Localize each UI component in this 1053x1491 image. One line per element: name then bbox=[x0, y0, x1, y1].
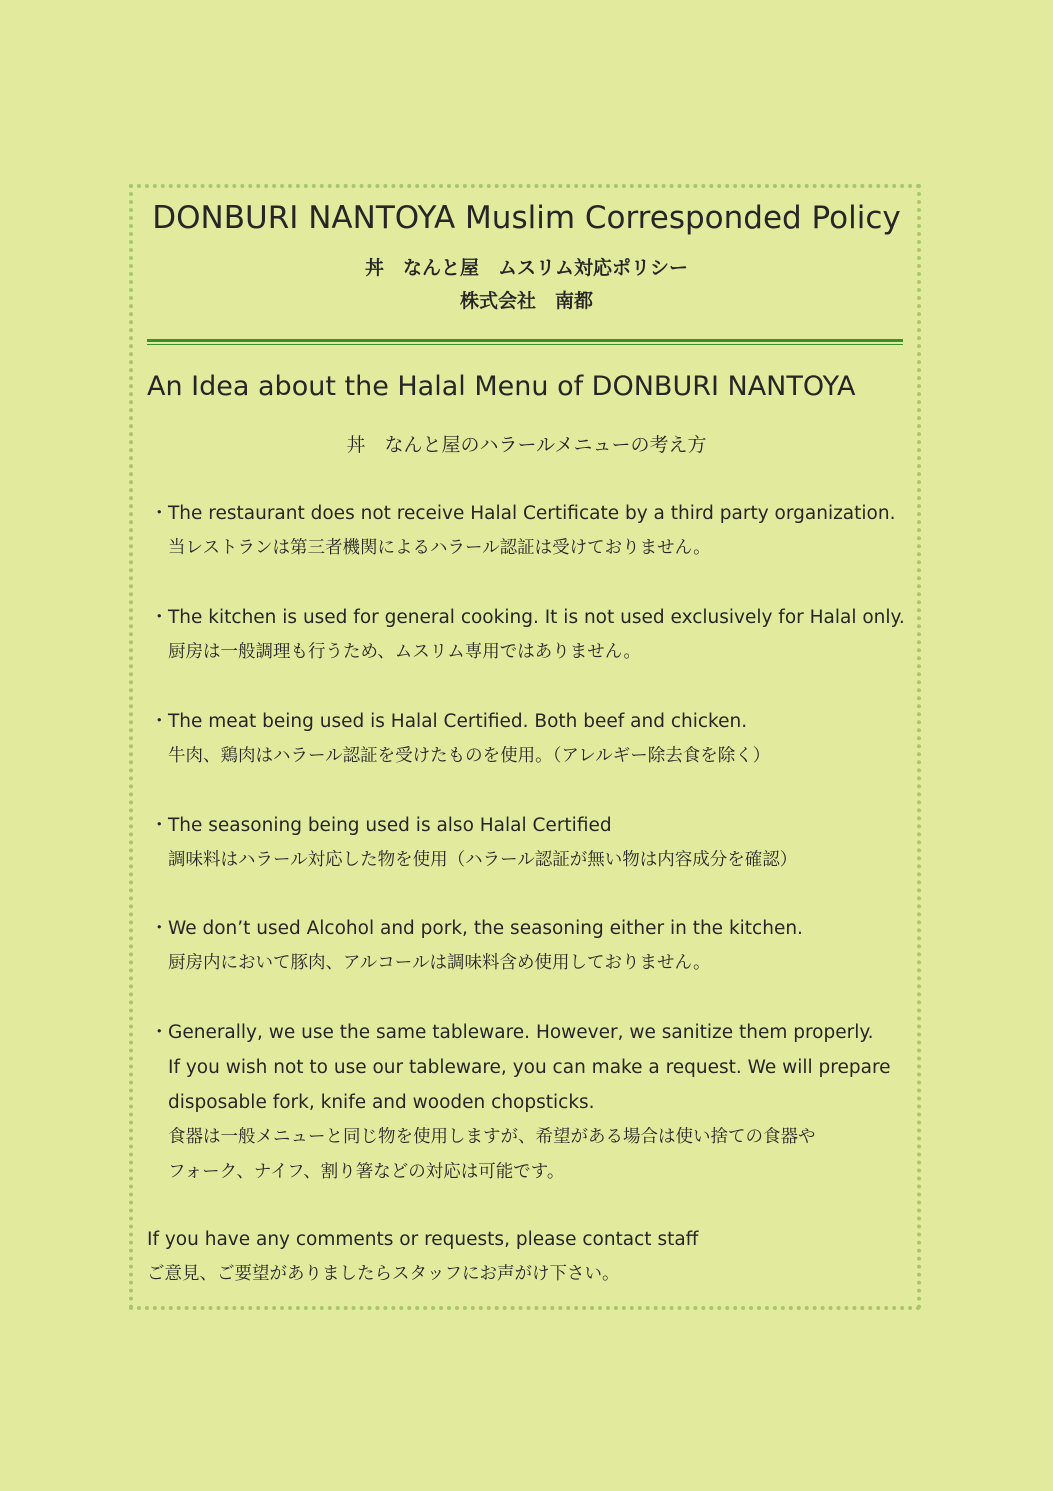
divider-thick bbox=[147, 339, 903, 342]
policy-point bbox=[150, 704, 910, 774]
company-name-jp: 株式会社 南都 bbox=[459, 290, 593, 312]
section-title: An Idea about the Halal Menu of DONBURI NANTOYA bbox=[147, 371, 856, 402]
page-subtitle-jp: 丼 なんと屋 ムスリム対応ポリシー bbox=[364, 257, 688, 279]
section-subtitle-jp: 丼 なんと屋のハラールメニューの考え方 bbox=[346, 434, 707, 456]
point-text-jp: 調味料はハラール対応した物を使用（ハラール認証が無い物は内容成分を確認） bbox=[168, 850, 798, 870]
divider-thin bbox=[147, 344, 903, 345]
contact-note bbox=[147, 1222, 698, 1292]
point-text-jp: 厨房内において豚肉、アルコールは調味料含め使用しておりません。 bbox=[168, 953, 711, 973]
point-text-en: ・ The meat being used is Halal Certified. Both beef and chicken. bbox=[150, 704, 910, 739]
point-text-jp: 厨房は一般調理も行うため、ムスリム専用ではありません。 bbox=[168, 642, 641, 662]
point-text-en: If you wish not to use our tableware, you can make a request. We will prepare bbox=[168, 1057, 891, 1078]
point-text-en: ・ The kitchen is used for general cooking. It is not used exclusively for Halal only. bbox=[150, 600, 910, 635]
point-text-jp: 食器は一般メニューと同じ物を使用しますが、希望がある場合は使い捨ての食器や bbox=[168, 1127, 816, 1147]
point-text-en: ・ The restaurant does not receive Halal Certificate by a third party organization. bbox=[150, 496, 910, 531]
policy-point bbox=[150, 496, 910, 566]
point-text-jp: フォーク、ナイフ、割り箸などの対応は可能です。 bbox=[168, 1162, 565, 1182]
point-text-en: ・ We don’t used Alcohol and pork, the seasoning either in the kitchen. bbox=[150, 911, 910, 946]
policy-point bbox=[150, 911, 910, 981]
policy-point bbox=[150, 600, 910, 670]
point-text-jp: 牛肉、鶏肉はハラール認証を受けたものを使用。（アレルギー除去食を除く） bbox=[168, 746, 771, 766]
point-text-en: ・ The seasoning being used is also Halal Certified bbox=[150, 808, 910, 843]
page-title: DONBURI NANTOYA Muslim Corresponded Policy bbox=[152, 200, 901, 236]
point-text-en: disposable fork, knife and wooden chopsticks. bbox=[168, 1092, 595, 1113]
point-text-jp: 当レストランは第三者機関によるハラール認証は受けておりません。 bbox=[168, 538, 711, 558]
contact-note-en: If you have any comments or requests, please contact staff bbox=[147, 1229, 699, 1250]
policy-point bbox=[150, 808, 910, 878]
point-text-en: ・ Generally, we use the same tableware. However, we sanitize them properly. bbox=[150, 1015, 910, 1050]
policy-point bbox=[150, 1015, 910, 1190]
contact-note-jp: ご意見、ご要望がありましたらスタッフにお声がけ下さい。 bbox=[147, 1264, 620, 1284]
